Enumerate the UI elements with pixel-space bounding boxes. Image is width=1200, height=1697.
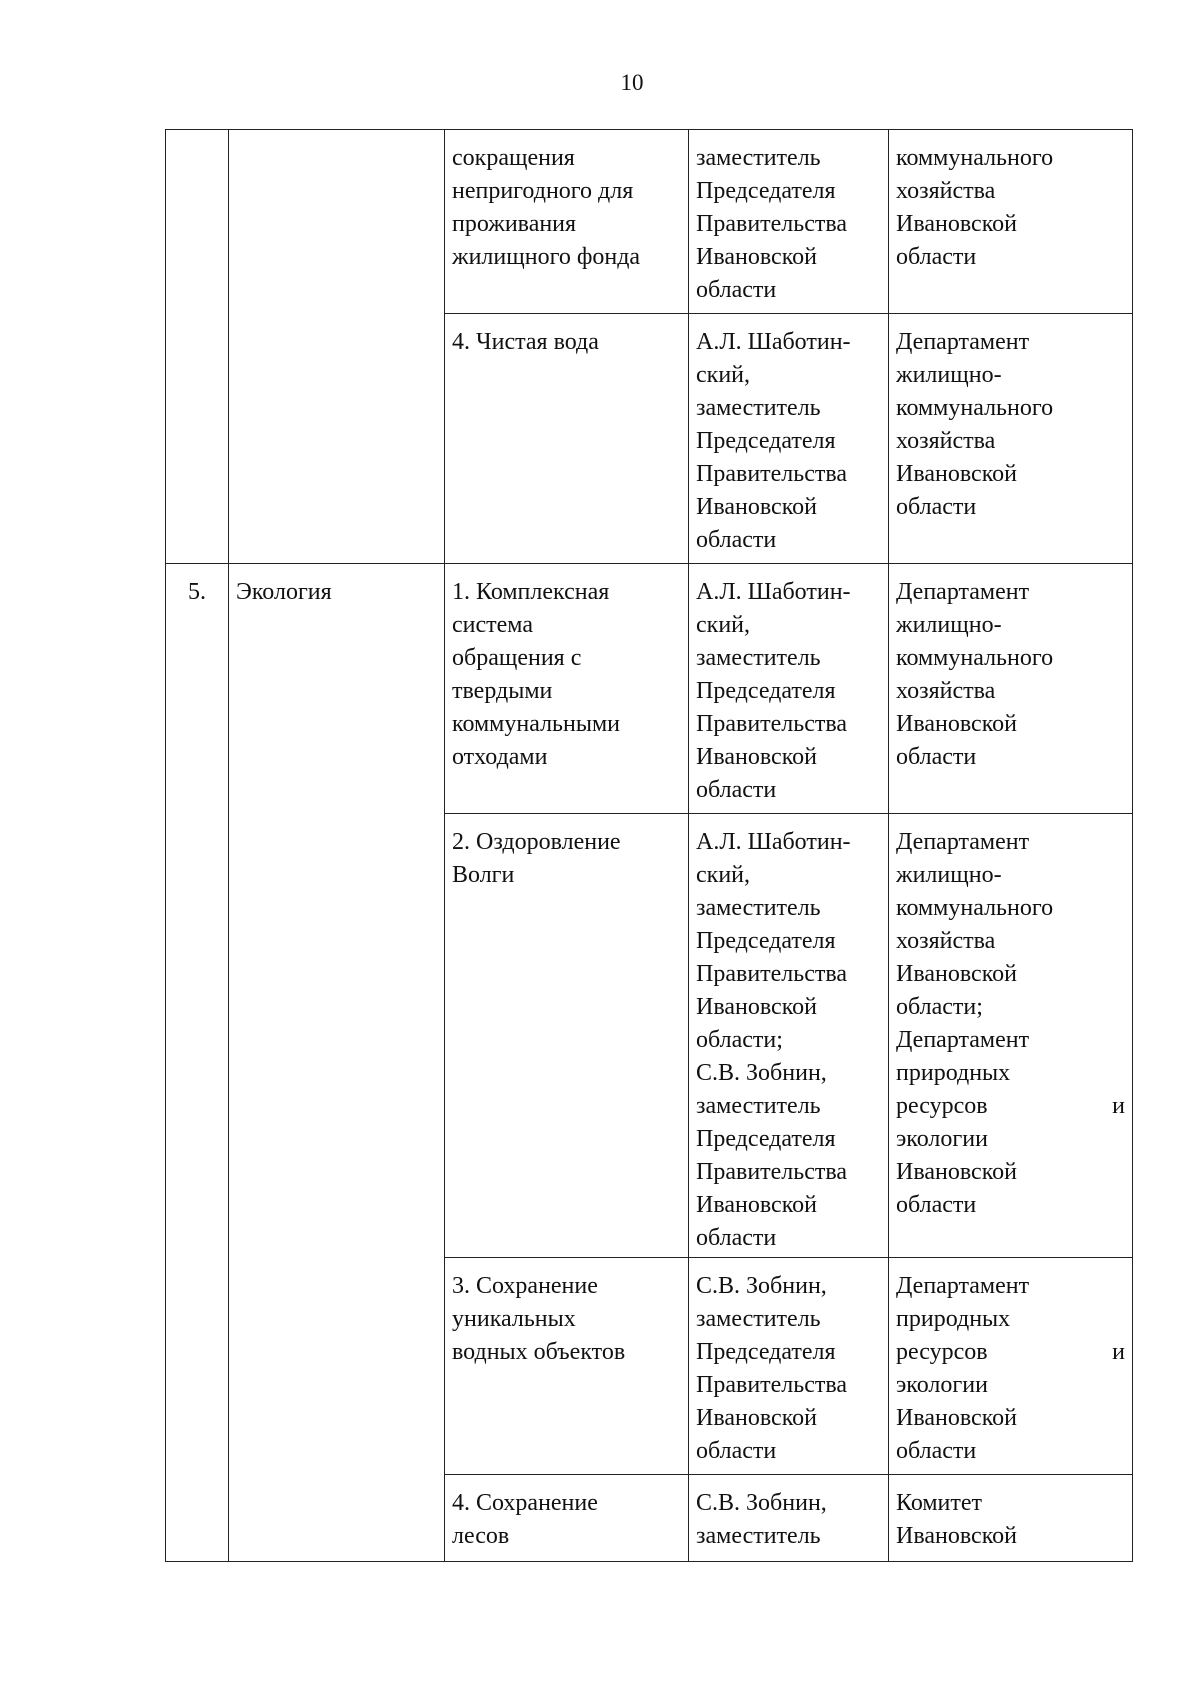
cell-line: 4. Сохранение [452,1490,598,1516]
cell-line: С.В. Зобнин, [696,1060,827,1086]
cell-line: лесов [452,1523,510,1549]
project-name [445,130,689,314]
cell-line: ский, [696,862,750,888]
cell-line: Председателя [696,178,836,204]
row-number [166,814,229,1258]
cell-line: Ивановской [696,244,817,270]
cell-line: А.Л. Шаботин- [696,829,851,855]
cell-line: 2. Оздоровление [452,829,621,855]
cell-line: Комитет [896,1490,983,1516]
cell-line: Департамент [896,1027,1030,1053]
cell-line: ресурсов и [896,1339,1125,1365]
cell-line: система [452,612,533,638]
curator [689,564,889,814]
projects-table [165,129,1133,1562]
project-name [445,1475,689,1562]
cell-line: хозяйства [896,928,996,954]
page-number: 10 [620,70,644,95]
cell-line: заместитель [696,1093,821,1119]
cell-line: области; [896,994,983,1020]
cell-line: Ивановской [896,961,1017,987]
executor [889,130,1133,314]
cell-line: заместитель [696,895,821,921]
cell-line: Департамент [896,579,1030,605]
table-row [166,1258,1133,1475]
cell-line: коммунального [896,395,1054,421]
cell-line: отходами [452,744,548,770]
cell-line: заместитель [696,1306,821,1332]
cell-line: Правительства [696,1159,848,1185]
curator [689,314,889,564]
cell-line: Правительства [696,961,848,987]
curator [689,1475,889,1562]
row-number [166,314,229,564]
row-number [166,130,229,314]
cell-line: жилищного фонда [452,244,641,270]
row-number [166,1475,229,1562]
table-row [166,130,1133,314]
cell-line: Экология [236,579,332,605]
cell-line: Председателя [696,1126,836,1152]
cell-line: Волги [452,862,515,888]
cell-line: 3. Сохранение [452,1273,598,1299]
executor [889,1475,1133,1562]
direction-name [229,314,445,564]
cell-line: хозяйства [896,428,996,454]
cell-line: сокращения [452,145,575,171]
project-name [445,314,689,564]
cell-line: жилищно- [896,612,1002,638]
cell-line: непригодного для [452,178,634,204]
project-name [445,814,689,1258]
cell-line: области [696,1225,777,1251]
cell-line: области [696,527,777,553]
row-number [166,1258,229,1475]
cell-line: 4. Чистая вода [452,329,599,355]
curator [689,1258,889,1475]
cell-line: Ивановской [696,994,817,1020]
cell-line: Департамент [896,329,1030,355]
cell-line: Правительства [696,1372,848,1398]
cell-line: области; [696,1027,783,1053]
cell-line: Ивановской [696,744,817,770]
cell-line: Департамент [896,1273,1030,1299]
cell-line: области [896,244,977,270]
row-number [166,564,229,814]
direction-name [229,564,445,814]
executor [889,314,1133,564]
cell-line: Председателя [696,678,836,704]
cell-line: области [696,277,777,303]
curator [689,130,889,314]
cell-line: Правительства [696,711,848,737]
direction-name [229,1475,445,1562]
cell-line: области [896,494,977,520]
cell-line: коммунального [896,645,1054,671]
project-name [445,564,689,814]
table-row [166,1475,1133,1562]
cell-line: водных объектов [452,1339,626,1365]
cell-line: твердыми [452,678,553,704]
cell-line: уникальных [452,1306,576,1332]
cell-line: области [696,1438,777,1464]
cell-line: ресурсов и [896,1093,1125,1119]
curator [689,814,889,1258]
cell-line: коммунальными [452,711,620,737]
cell-line: жилищно- [896,362,1002,388]
cell-line: области [896,1438,977,1464]
cell-line: 1. Комплексная [452,579,610,605]
cell-line: Председателя [696,428,836,454]
cell-line: хозяйства [896,178,996,204]
direction-name [229,1258,445,1475]
cell-line: А.Л. Шаботин- [696,579,851,605]
cell-line: Ивановской [696,1405,817,1431]
cell-line: Ивановской [896,1159,1017,1185]
direction-name [229,814,445,1258]
cell-line: С.В. Зобнин, [696,1273,827,1299]
cell-line: природных [896,1306,1011,1332]
cell-line: ский, [696,612,750,638]
cell-line: жилищно- [896,862,1002,888]
project-name [445,1258,689,1475]
cell-line: природных [896,1060,1011,1086]
cell-line: обращения с [452,645,582,671]
executor [889,1258,1133,1475]
cell-line: экологии [896,1126,988,1152]
table-row [166,314,1133,564]
cell-line: ский, [696,362,750,388]
cell-line: заместитель [696,645,821,671]
cell-line: Ивановской [696,1192,817,1218]
cell-line: Ивановской [896,211,1017,237]
cell-line: Ивановской [896,461,1017,487]
cell-line: Правительства [696,461,848,487]
executor [889,564,1133,814]
cell-line: области [696,777,777,803]
cell-line: хозяйства [896,678,996,704]
cell-line: С.В. Зобнин, [696,1490,827,1516]
table-row [166,814,1133,1258]
cell-line: Правительства [696,211,848,237]
cell-line: А.Л. Шаботин- [696,329,851,355]
cell-line: области [896,744,977,770]
cell-line: коммунального [896,145,1054,171]
direction-name [229,130,445,314]
cell-line: Председателя [696,1339,836,1365]
cell-line: Председателя [696,928,836,954]
table-body [166,130,1133,1562]
cell-line: Ивановской [896,1405,1017,1431]
cell-line: Ивановской [896,1523,1017,1549]
cell-line: заместитель [696,145,821,171]
cell-line: заместитель [696,1523,821,1549]
executor [889,814,1133,1258]
cell-line: заместитель [696,395,821,421]
table-row [166,564,1133,814]
cell-line: коммунального [896,895,1054,921]
cell-line: Департамент [896,829,1030,855]
cell-line: области [896,1192,977,1218]
cell-line: 5. [188,579,206,605]
cell-line: Ивановской [896,711,1017,737]
cell-line: Ивановской [696,494,817,520]
cell-line: проживания [452,211,577,237]
cell-line: экологии [896,1372,988,1398]
